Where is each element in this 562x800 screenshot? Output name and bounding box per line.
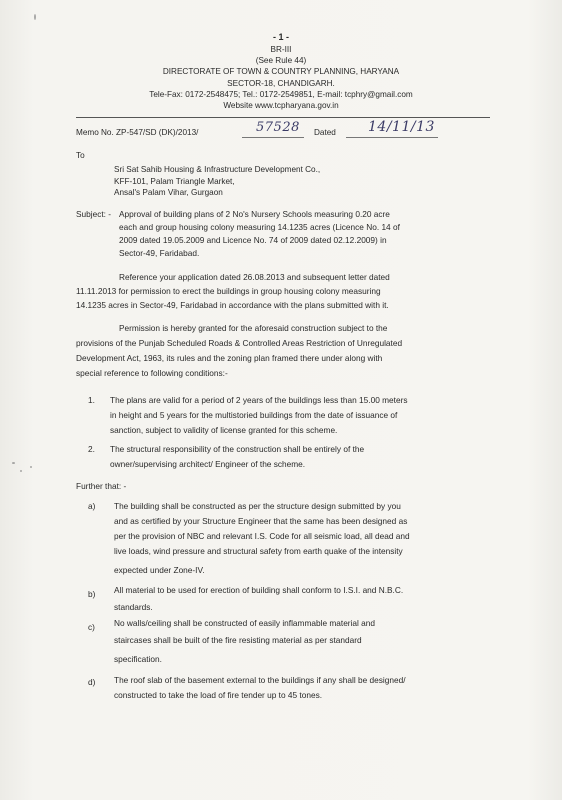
to-label: To — [76, 151, 85, 160]
further-item-line: constructed to take the load of fire tender up to 45 tones. — [114, 690, 323, 700]
addressee-line: KFF-101, Palam Triangle Market, — [114, 177, 235, 186]
subject-label: Subject: - — [76, 209, 112, 219]
addressee-line: Sri Sat Sahib Housing & Infrastructure Development Co., — [114, 165, 321, 174]
date-handwritten: 14/11/13 — [368, 119, 435, 135]
condition-number: 1. — [88, 395, 95, 405]
paragraph-line: 14.1235 acres in Sector-49, Faridabad in accordance with the plans submitted with it. — [76, 300, 389, 310]
further-item-letter: a) — [88, 501, 96, 511]
scan-speck — [30, 466, 32, 468]
scan-speck — [20, 470, 22, 472]
condition-line: The structural responsibility of the construction shall be entirely of the — [110, 444, 365, 454]
further-item-line: No walls/ceiling shall be constructed of easily inflammable material and — [114, 618, 376, 628]
further-item-line: All material to be used for erection of building shall conform to I.S.I. and N.B.C. — [114, 585, 404, 595]
memo-label: Memo No. ZP-547/SD (DK)/2013/ — [76, 128, 199, 137]
directorate-name: DIRECTORATE OF TOWN & COUNTRY PLANNING, HARYANA — [162, 67, 400, 76]
website-line: Website www.tcpharyana.gov.in — [223, 101, 339, 110]
rule-reference: (See Rule 44) — [255, 56, 307, 65]
further-item-line: The roof slab of the basement external to the buildings if any shall be designed/ — [114, 675, 406, 685]
paragraph-line: provisions of the Punjab Scheduled Roads & Controlled Areas Restriction of Unregulated — [76, 338, 403, 348]
condition-line: sanction, subject to validity of license granted for this scheme. — [110, 425, 338, 435]
paragraph-line: Development Act, 1963, its rules and the zoning plan framed there under along with — [76, 353, 383, 363]
further-item-line: per the provision of NBC and relevant I.S. Code for all seismic load, all dead and — [114, 531, 410, 541]
scan-speck — [34, 14, 36, 20]
date-underline — [346, 137, 438, 138]
condition-number: 2. — [88, 444, 95, 454]
condition-line: in height and 5 years for the multistoried buildings from the date of issuance of — [110, 410, 398, 420]
further-item-line: and as certified by your Structure Engineer that the same has been designed as — [114, 516, 408, 526]
further-item-line: live loads, wind pressure and structural safety from earth quake of the intensity — [114, 546, 403, 556]
further-item-line: expected under Zone-IV. — [114, 565, 205, 575]
paragraph-line: 11.11.2013 for permission to erect the buildings in group housing colony measuring — [76, 286, 381, 296]
subject-line: Sector-49, Faridabad. — [119, 248, 200, 258]
paragraph-line: Permission is hereby granted for the aforesaid construction subject to the — [119, 323, 388, 333]
paragraph-line: special reference to following conditions:- — [76, 368, 228, 378]
subject-line: each and group housing colony measuring 14.1235 acres (Licence No. 14 of — [119, 222, 400, 232]
memo-number-handwritten: 57528 — [256, 120, 300, 135]
page-number: - 1 - — [272, 32, 289, 42]
further-label: Further that: - — [76, 481, 127, 491]
paragraph-line: Reference your application dated 26.08.2013 and subsequent letter dated — [119, 272, 390, 282]
further-item-letter: b) — [88, 589, 96, 599]
form-code: BR-III — [270, 45, 292, 54]
directorate-sector: SECTOR-18, CHANDIGARH. — [227, 79, 335, 88]
subject-line: Approval of building plans of 2 No's Nursery Schools measuring 0.20 acre — [119, 209, 390, 219]
scan-speck — [12, 462, 15, 464]
further-item-letter: c) — [88, 622, 95, 632]
addressee-line: Ansal's Palam Vihar, Gurgaon — [114, 188, 223, 197]
further-item-letter: d) — [88, 677, 96, 687]
memo-number-underline — [242, 137, 304, 138]
header-divider — [76, 117, 490, 118]
further-item-line: standards. — [114, 602, 153, 612]
further-item-line: specification. — [114, 654, 162, 664]
condition-line: owner/supervising architect/ Engineer of the scheme. — [110, 459, 306, 469]
subject-line: 2009 dated 19.05.2009 and Licence No. 74 of 2009 dated 02.12.2009) in — [119, 235, 387, 245]
dated-label: Dated — [314, 128, 336, 137]
contact-line: Tele-Fax: 0172-2548475; Tel.: 0172-2549851, E-mail: tcphry@gmail.com — [149, 90, 413, 99]
further-item-line: The building shall be constructed as per the structure design submitted by you — [114, 501, 401, 511]
condition-line: The plans are valid for a period of 2 years of the buildings less than 15.00 meters — [110, 395, 408, 405]
further-item-line: staircases shall be built of the fire resisting material as per standard — [114, 635, 362, 645]
